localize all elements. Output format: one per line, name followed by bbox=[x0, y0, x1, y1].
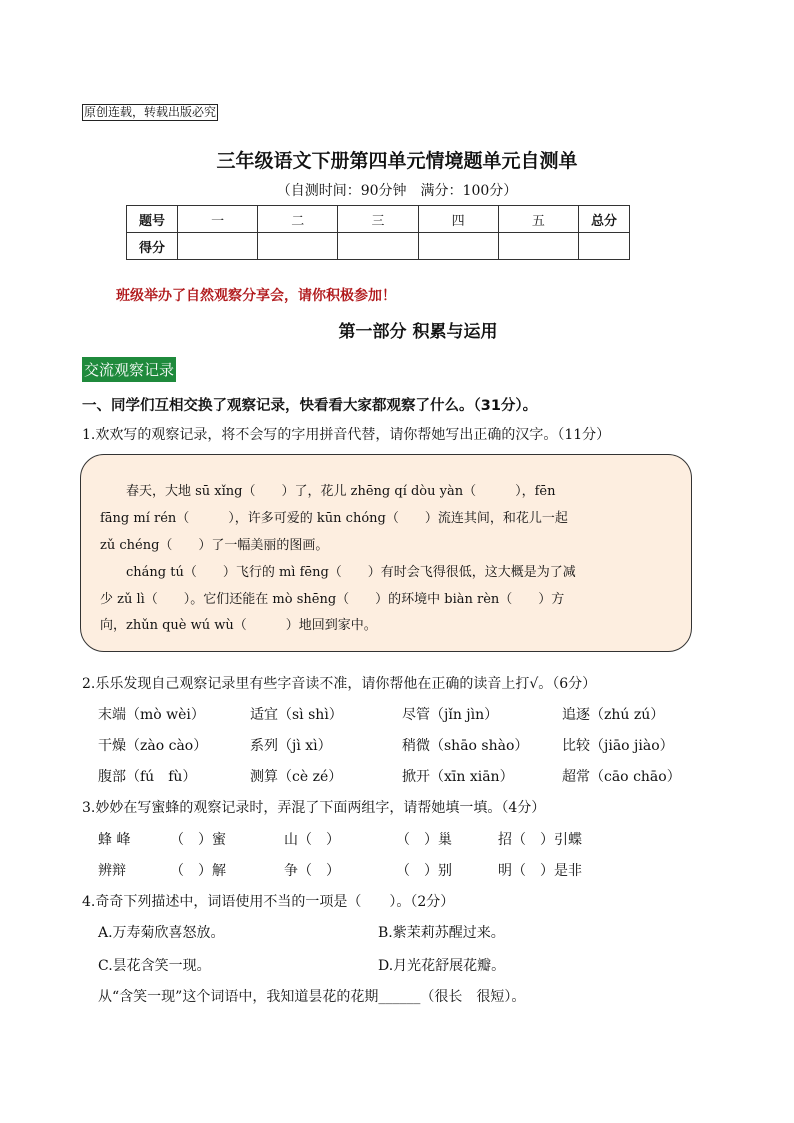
fill-blank-item[interactable]: 明（ ）是非 bbox=[498, 863, 582, 879]
copyright-notice: 原创连载，转载出版必究 bbox=[84, 105, 217, 119]
char-pair-label: 辨辩 bbox=[98, 863, 126, 879]
fill-blank-item[interactable]: 争（ ） bbox=[284, 863, 340, 879]
score-cell[interactable] bbox=[178, 233, 258, 260]
score-col-4: 四 bbox=[418, 206, 498, 233]
passage-line: 春天，大地 sū xǐng（ ）了，花儿 zhēng qí dòu yàn（ ），fēn bbox=[100, 484, 556, 499]
score-col-3: 三 bbox=[338, 206, 418, 233]
pinyin-item[interactable]: 测算（cè zé） bbox=[250, 769, 343, 785]
score-cell[interactable] bbox=[418, 233, 498, 260]
score-table-row-label: 得分 bbox=[127, 233, 178, 260]
page-title: 三年级语文下册第四单元情境题单元自测单 bbox=[216, 150, 578, 172]
passage-line: 向，zhǔn què wú wù（ ）地回到家中。 bbox=[100, 618, 377, 633]
pinyin-item[interactable]: 比较（jiāo jiào） bbox=[562, 738, 674, 754]
char-pair-label: 蜂 峰 bbox=[98, 832, 131, 848]
pinyin-item[interactable]: 追逐（zhú zú） bbox=[562, 707, 665, 723]
score-table bbox=[126, 205, 630, 260]
fill-blank-item[interactable]: （ ）解 bbox=[170, 863, 226, 879]
score-col-5: 五 bbox=[498, 206, 578, 233]
question-1-4-follow-up[interactable]: 从“含笑一现”这个词语中，我知道昙花的花期______（很长 很短）。 bbox=[98, 989, 526, 1005]
option-b[interactable]: B.紫茉莉苏醒过来。 bbox=[378, 925, 505, 941]
intro-banner: 班级举办了自然观察分享会，请你积极参加！ bbox=[116, 288, 396, 304]
option-a[interactable]: A.万寿菊欣喜怒放。 bbox=[98, 925, 225, 941]
fill-blank-item[interactable]: 招（ ）引蝶 bbox=[498, 832, 582, 848]
passage-line: zǔ chéng（ ）了一幅美丽的图画。 bbox=[100, 538, 329, 553]
score-col-1: 一 bbox=[178, 206, 258, 233]
passage-line: 少 zǔ lì（ ）。它们还能在 mò shēng（ ）的环境中 biàn rèn（ ）方 bbox=[100, 592, 565, 607]
pinyin-item[interactable]: 干燥（zào cào） bbox=[98, 738, 208, 754]
passage-line: fāng mí rén（ ），许多可爱的 kūn chóng（ ）流连其间，和花儿一起 bbox=[100, 511, 568, 526]
pinyin-item[interactable]: 尽管（jǐn jìn） bbox=[402, 707, 499, 723]
option-d[interactable]: D.月光花舒展花瓣。 bbox=[378, 958, 506, 974]
question-1-4: 4.奇奇下列描述中，词语使用不当的一项是（ ）。（2分） bbox=[82, 894, 455, 910]
question-1-2: 2.乐乐发现自己观察记录里有些字音读不准，请你帮他在正确的读音上打√。（6分） bbox=[82, 676, 597, 692]
pinyin-item[interactable]: 系列（jì xì） bbox=[250, 738, 332, 754]
score-col-2: 二 bbox=[258, 206, 338, 233]
pinyin-item[interactable]: 适宜（sì shì） bbox=[250, 707, 343, 723]
score-cell[interactable] bbox=[258, 233, 338, 260]
question-1-1: 1.欢欢写的观察记录，将不会写的字用拼音代替，请你帮她写出正确的汉字。（11分） bbox=[82, 427, 611, 443]
pinyin-item[interactable]: 腹部（fú fù） bbox=[98, 769, 197, 785]
fill-blank-item[interactable]: （ ）别 bbox=[396, 863, 452, 879]
score-table-header-row bbox=[127, 206, 630, 233]
section-tag: 交流观察记录 bbox=[82, 357, 176, 382]
fill-blank-item[interactable]: （ ）巢 bbox=[396, 832, 452, 848]
fill-blank-item[interactable]: 山（ ） bbox=[284, 832, 340, 848]
option-c[interactable]: C.昙花含笑一现。 bbox=[98, 958, 211, 974]
score-cell[interactable] bbox=[338, 233, 418, 260]
pinyin-item[interactable]: 掀开（xīn xiān） bbox=[402, 769, 514, 785]
passage-line: cháng tú（ ）飞行的 mì fēng（ ）有时会飞得很低，这大概是为了减 bbox=[100, 565, 576, 580]
score-col-total: 总分 bbox=[579, 206, 630, 233]
page-subtitle: （自测时间：90分钟 满分：100分） bbox=[276, 183, 518, 199]
score-cell-total[interactable] bbox=[579, 233, 630, 260]
pinyin-item[interactable]: 末端（mò wèi） bbox=[98, 707, 205, 723]
fill-blank-item[interactable]: （ ）蜜 bbox=[170, 832, 226, 848]
score-table-score-row bbox=[127, 233, 630, 260]
question-1-heading: 一、同学们互相交换了观察记录，快看看大家都观察了什么。（31分）。 bbox=[82, 398, 538, 414]
question-1-3: 3.妙妙在写蜜蜂的观察记录时，弄混了下面两组字，请帮她填一填。（4分） bbox=[82, 800, 546, 816]
pinyin-item[interactable]: 超常（cāo chāo） bbox=[562, 769, 681, 785]
score-table-header-label: 题号 bbox=[127, 206, 178, 233]
score-cell[interactable] bbox=[498, 233, 578, 260]
part-title: 第一部分 积累与运用 bbox=[338, 322, 498, 342]
pinyin-item[interactable]: 稍微（shāo shào） bbox=[402, 738, 529, 754]
